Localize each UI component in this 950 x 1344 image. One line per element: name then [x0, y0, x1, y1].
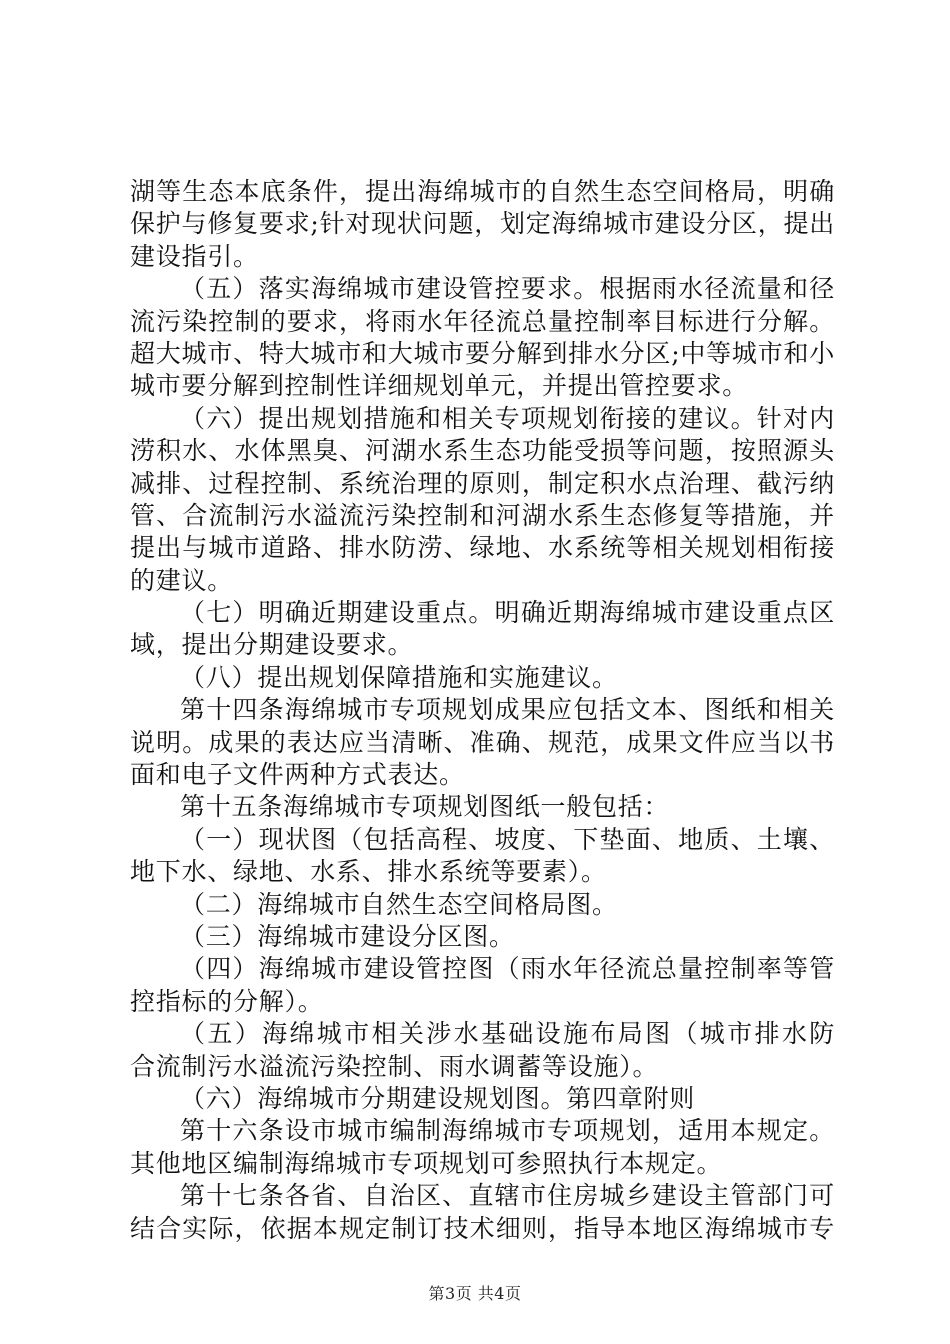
text-line: （六）海绵城市分期建设规划图。第四章附则 — [180, 1083, 696, 1113]
text-line: 保护与修复要求;针对现状问题，划定海绵城市建设分区，提出 — [130, 209, 835, 239]
text-line: 管、合流制污水溢流污染控制和河湖水系生态修复等措施，并 — [130, 500, 835, 530]
text-line: 其他地区编制海绵城市专项规划可参照执行本规定。 — [130, 1148, 723, 1178]
text-line: （六）提出规划措施和相关专项规划衔接的建议。针对内 — [180, 403, 835, 433]
text-line: 第十四条海绵城市专项规划成果应包括文本、图纸和相关 — [180, 695, 835, 725]
text-line: （四）海绵城市建设管控图（雨水年径流总量控制率等管 — [180, 954, 835, 984]
text-line: 涝积水、水体黑臭、河湖水系生态功能受损等问题，按照源头 — [130, 436, 835, 466]
text-line: 减排、过程控制、系统治理的原则，制定积水点治理、截污纳 — [130, 468, 835, 498]
text-line: 第十五条海绵城市专项规划图纸一般包括： — [180, 792, 670, 822]
page-number: 第3页 共4页 — [428, 1284, 522, 1303]
text-line: 的建议。 — [130, 565, 234, 595]
text-line: 提出与城市道路、排水防涝、绿地、水系统等相关规划相衔接 — [130, 533, 835, 563]
text-line: 面和电子文件两种方式表达。 — [130, 760, 465, 790]
text-line: 第十七条各省、自治区、直辖市住房城乡建设主管部门可 — [180, 1181, 835, 1211]
text-line: 控指标的分解）。 — [130, 986, 324, 1016]
text-line: 超大城市、特大城市和大城市要分解到排水分区;中等城市和小 — [130, 338, 835, 368]
text-line: 合流制污水溢流污染控制、雨水调蓄等设施）。 — [130, 1051, 659, 1081]
text-line: （一）现状图（包括高程、坡度、下垫面、地质、土壤、 — [180, 824, 835, 854]
text-line: （五）落实海绵城市建设管控要求。根据雨水径流量和径 — [180, 274, 835, 304]
text-line: 结合实际，依据本规定制订技术细则，指导本地区海绵城市专 — [130, 1213, 835, 1243]
text-line: （七）明确近期建设重点。明确近期海绵城市建设重点区 — [180, 598, 835, 628]
text-line: 城市要分解到控制性详细规划单元，并提出管控要求。 — [130, 371, 749, 401]
text-line: 湖等生态本底条件，提出海绵城市的自然生态空间格局，明确 — [130, 177, 835, 206]
text-line: 第十六条设市城市编制海绵城市专项规划，适用本规定。 — [180, 1116, 835, 1146]
document-body — [130, 176, 835, 1245]
text-line: 建设指引。 — [130, 241, 259, 271]
text-line: （二）海绵城市自然生态空间格局图。 — [180, 889, 618, 919]
text-line: 说明。成果的表达应当清晰、准确、规范，成果文件应当以书 — [130, 727, 835, 757]
text-line: （五）海绵城市相关涉水基础设施布局图（城市排水防 — [180, 1019, 835, 1049]
text-line: 流污染控制的要求，将雨水年径流总量控制率目标进行分解。 — [130, 306, 835, 336]
text-line: （三）海绵城市建设分区图。 — [180, 921, 515, 951]
text-line: 域，提出分期建设要求。 — [130, 630, 414, 660]
text-line: （八）提出规划保障措施和实施建议。 — [180, 662, 618, 692]
text-line: 地下水、绿地、水系、排水系统等要素）。 — [130, 857, 607, 887]
